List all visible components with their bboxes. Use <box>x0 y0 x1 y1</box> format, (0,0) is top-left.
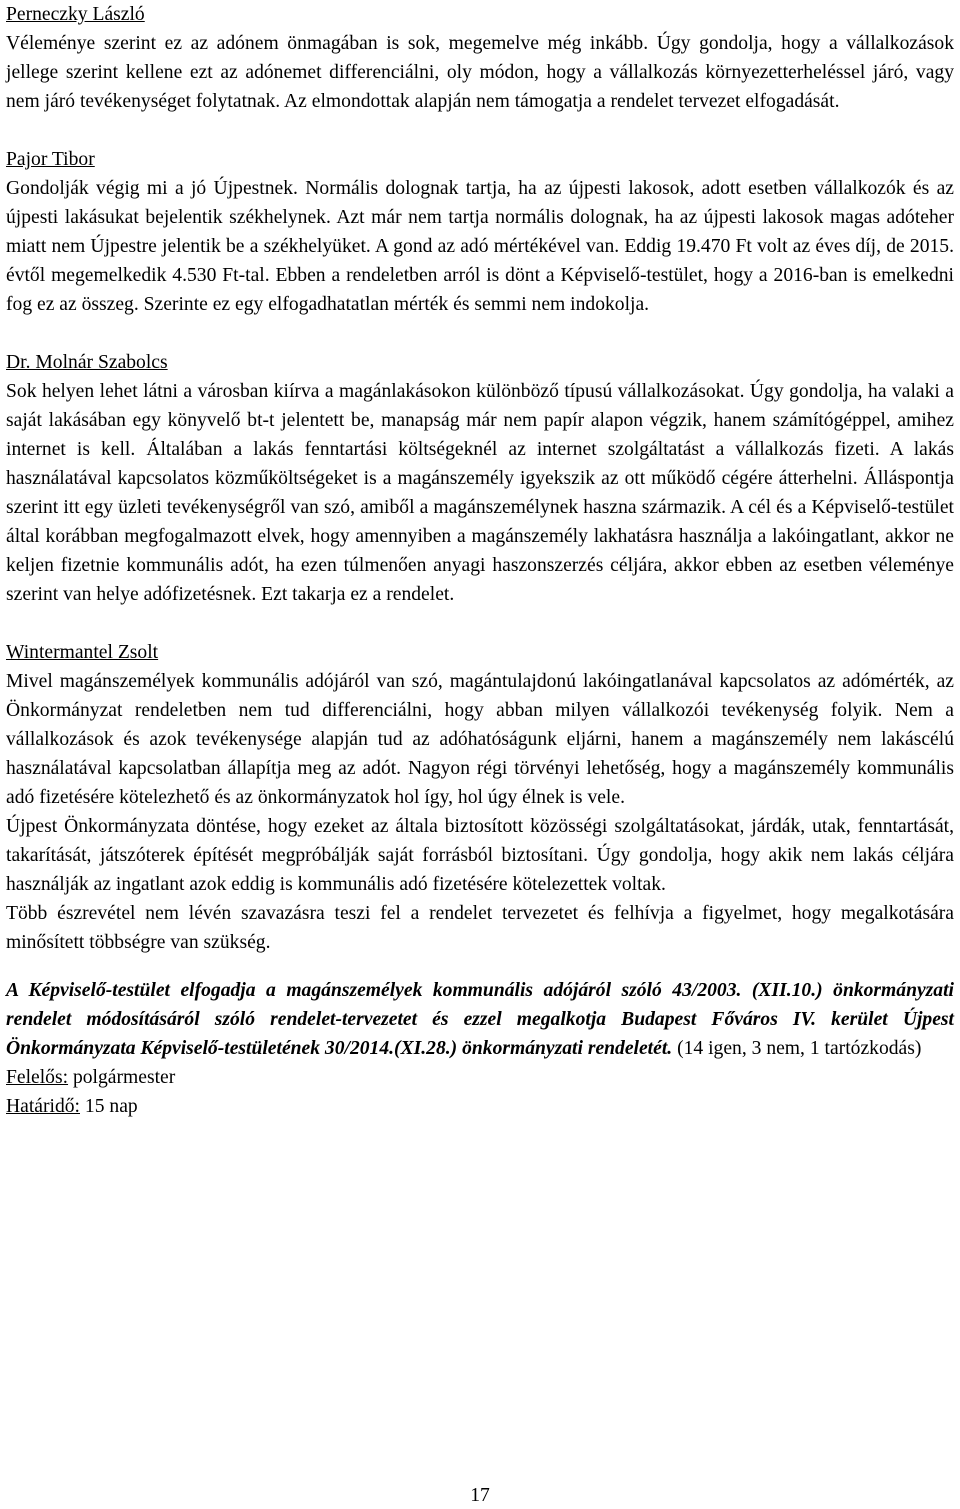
speech-paragraph: Sok helyen lehet látni a városban kiírva a magánlakásokon különböző típusú vállalkozásokat. Úgy gondolja, ha valaki a saját lakásában egy könyvelő bt-t jelentett be, manapság már nem papír alapon végzik, hanem számítógéppel, amihez internet is kell. Általában a lakás fenntartási költségeknél az internet szolgáltatást a vállalkozás fizeti. A lakás használatával kapcsolatos közműköltségeket is a magánszemély igyekszik az ott működő cégére átterhelni. Álláspontja szerint itt egy üzleti tevékenységről van szó, amiből a magánszemélynek haszna származik. A cél és a Képviselő-testület által korábban megfogalmazott elvek, hogy amennyiben a magánszemély lakhatásra használja a lakóingatlant, akkor ne keljen fizetnie kommunális adót, ha ezen túlmenően anyagi haszonszerzés céljára, akkor ebben az esetben véleménye szerint van helye adófizetésnek. Ezt takarja ez a rendelet. <box>6 381 954 605</box>
speaker-name: Wintermantel Zsolt <box>6 642 159 663</box>
deadline-label: Határidő: <box>6 1096 80 1117</box>
document-page <box>6 0 954 1121</box>
speaker-section-perneczky <box>6 0 954 116</box>
responsible-label: Felelős: <box>6 1067 69 1088</box>
resolution-text <box>6 976 954 1063</box>
spacer <box>6 319 954 348</box>
speaker-section-molnar <box>6 348 954 609</box>
deadline-line <box>6 1092 954 1121</box>
speaker-name: Pajor Tibor <box>6 149 95 170</box>
speaker-section-wintermantel <box>6 638 954 957</box>
speaker-name: Perneczky László <box>6 4 145 25</box>
speaker-name: Dr. Molnár Szabolcs <box>6 352 168 373</box>
spacer <box>6 116 954 145</box>
speech-paragraph: Több észrevétel nem lévén szavazásra teszi fel a rendelet tervezetet és felhívja a figyelmet, hogy megalkotására minősített többségre van szükség. <box>6 903 954 953</box>
spacer <box>6 957 954 976</box>
page-number: 17 <box>470 1485 490 1506</box>
speech-paragraph: Gondolják végig mi a jó Újpestnek. Normális dolognak tartja, ha az újpesti lakosok, adott esetben vállalkozók és az újpesti lakásukat bejelentik székhelynek. Azt már nem tartja normális dolognak, ha az újpesti lakosok magas adóteher miatt nem Újpestre jelentik be a székhelyüket. A gond az adó mértékével van. Eddig 19.470 Ft volt az éves díj, de 2015. évtől megemelkedik 4.530 Ft-tal. Ebben a rendeletben arról is dönt a Képviselő-testület, hogy a 2016-ban is emelkedni fog ez az összeg. Szerinte ez egy elfogadhatatlan mérték és semmi nem indokolja. <box>6 178 954 315</box>
responsible-value: polgármester <box>68 1067 176 1088</box>
resolution-decision: A Képviselő-testület elfogadja a magánszemélyek kommunális adójáról szóló 43/2003. (XII.10.) önkormányzati rendelet módosításáról szóló rendelet-tervezetet és ezzel megalkotja Budapest Főváros IV. kerület Újpest Önkormányzata Képviselő-testületének 30/2014.(XI.28.) önkormányzati rendeletét. <box>6 980 954 1059</box>
speech-paragraph: Újpest Önkormányzata döntése, hogy ezeket az általa biztosított közösségi szolgáltatásokat, járdák, utak, fenntartását, takarítását, játszóterek építését megpróbálják saját forrásból biztosítani. Úgy gondolja, hogy akik nem lakás céljára használják az ingatlant azok eddig is kommunális adó fizetésére kötelezettek voltak. <box>6 816 954 895</box>
responsible-line <box>6 1063 954 1092</box>
speech-paragraph: Véleménye szerint ez az adónem önmagában is sok, megemelve még inkább. Úgy gondolja, hogy a vállalkozások jellege szerint kellene ezt az adónemet differenciálni, oly módon, hogy a vállalkozás környezetterheléssel járó, vagy nem járó tevékenységet folytatnak. Az elmondottak alapján nem támogatja a rendelet tervezet elfogadását. <box>6 33 954 112</box>
speech-paragraph: Mivel magánszemélyek kommunális adójáról van szó, magántulajdonú lakóingatlanával kapcsolatos az adómérték, az Önkormányzat rendeletben nem tud differenciálni, hogy abban milyen vállalkozói tevékenység folyik. Nem a vállalkozások és azok tevékenysége alapján tud az adóhatóságunk eljárni, hanem a magánszemély nem lakáscélú használatával kapcsolatban állapítja meg az adót. Nagyon régi törvényi lehetőség, hogy a magánszemély kommunális adó fizetésére kötelezhető és az önkormányzatok hol így, hol úgy élnek is vele. <box>6 671 954 808</box>
resolution-vote: (14 igen, 3 nem, 1 tartózkodás) <box>672 1038 922 1059</box>
spacer <box>6 609 954 638</box>
speaker-section-pajor <box>6 145 954 319</box>
deadline-value: 15 nap <box>80 1096 138 1117</box>
